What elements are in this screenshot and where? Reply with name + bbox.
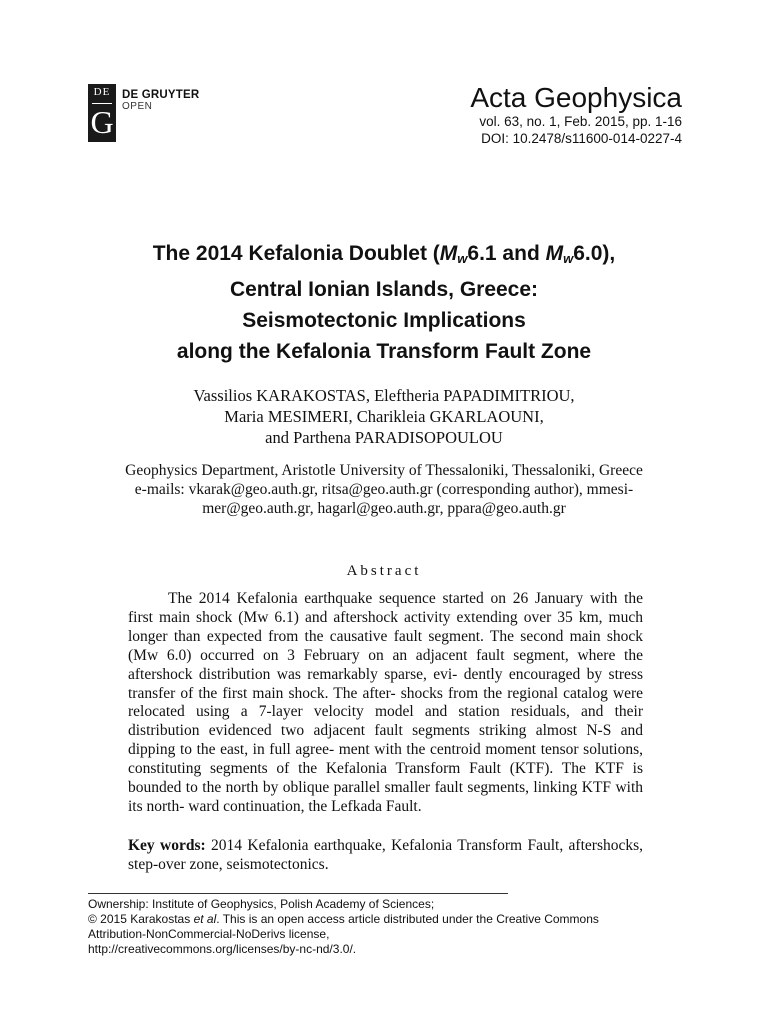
footnote <box>88 897 688 957</box>
keywords-label: Key words: <box>128 837 206 854</box>
abstract-heading: Abstract <box>346 563 422 579</box>
authors-line-3: and Parthena PARADISOPOULOU <box>265 428 503 447</box>
author-list <box>80 385 688 448</box>
keywords <box>128 836 643 874</box>
affiliation <box>84 461 684 518</box>
footnote-line-3: Attribution-NonCommercial-NoDerivs license, <box>88 927 330 941</box>
paper-title <box>80 238 688 367</box>
doi: DOI: 10.2478/s11600-014-0227-4 <box>481 131 682 146</box>
volume-info: vol. 63, no. 1, Feb. 2015, pp. 1-16 <box>479 114 682 129</box>
keywords-text: 2014 Kefalonia earthquake, Kefalonia Transform Fault, aftershocks, step-over zone, seismotectonics. <box>128 837 644 873</box>
authors-line-1: Vassilios KARAKOSTAS, Eleftheria PAPADIMITRIOU, <box>193 386 575 405</box>
title-line-4: along the Kefalonia Transform Fault Zone <box>176 340 592 363</box>
authors-line-2: Maria MESIMERI, Charikleia GKARLAOUNI, <box>224 407 544 426</box>
title-line-1: The 2014 Kefalonia Doublet ($M_w6.1$ and $M_w6.0$), <box>152 242 616 266</box>
title-line-2: Central Ionian Islands, Greece: <box>229 278 539 301</box>
affiliation-line-2: e-mails: vkarak@geo.auth.gr, ritsa@geo.auth.gr (corresponding author), mmesi- <box>134 481 634 498</box>
title-line-3: Seismotectonic Implications <box>242 309 526 332</box>
footnote-license-link[interactable]: http://creativecommons.org/licenses/by-nc-nd/3.0/. <box>88 942 357 956</box>
footnote-line-2: © 2015 Karakostas et al. This is an open access article distributed under the Creative Commons <box>88 912 599 926</box>
affiliation-line-3: mer@geo.auth.gr, hagarl@geo.auth.gr, ppara@geo.auth.gr <box>202 500 566 517</box>
footnote-divider <box>88 893 508 894</box>
abstract-body <box>128 590 643 817</box>
affiliation-line-1: Geophysics Department, Aristotle University of Thessaloniki, Thessaloniki, Greece <box>125 462 643 479</box>
publisher-name: DE GRUYTER <box>122 89 200 101</box>
abstract-paragraph: The 2014 Kefalonia earthquake sequence started on 26 January with the first main shock (Mw 6.1) and aftershock activity extending over 35 km, much longer than expected from the causative fault segment. The second main shock (Mw 6.0) occurred on 3 February on an adjacent fault segment, where the aftershock distribution was remarkably sparse, evi- dently encouraged by stress transfer of the first main shock. The after- shocks from the regional catalog were relocated using a 7-layer velocity model and station residuals, and their distribution evidenced two adjacent fault segments striking almost N-S and dipping to the east, in full agree- ment with the centroid moment tensor solutions, constituting segments of the Kefalonia Transform Fault (KTF). The KTF is bounded to the north by oblique parallel smaller fault segments, linking KTF with its north- ward continuation, the Lefkada Fault. <box>128 590 644 815</box>
publisher-logo <box>88 84 116 142</box>
logo-top-text: DE <box>93 86 111 98</box>
publisher-sub: OPEN <box>122 101 153 112</box>
logo-letter: G <box>90 104 114 140</box>
journal-name: Acta Geophysica <box>470 82 682 113</box>
footnote-line-1: Ownership: Institute of Geophysics, Polish Academy of Sciences; <box>88 897 435 911</box>
